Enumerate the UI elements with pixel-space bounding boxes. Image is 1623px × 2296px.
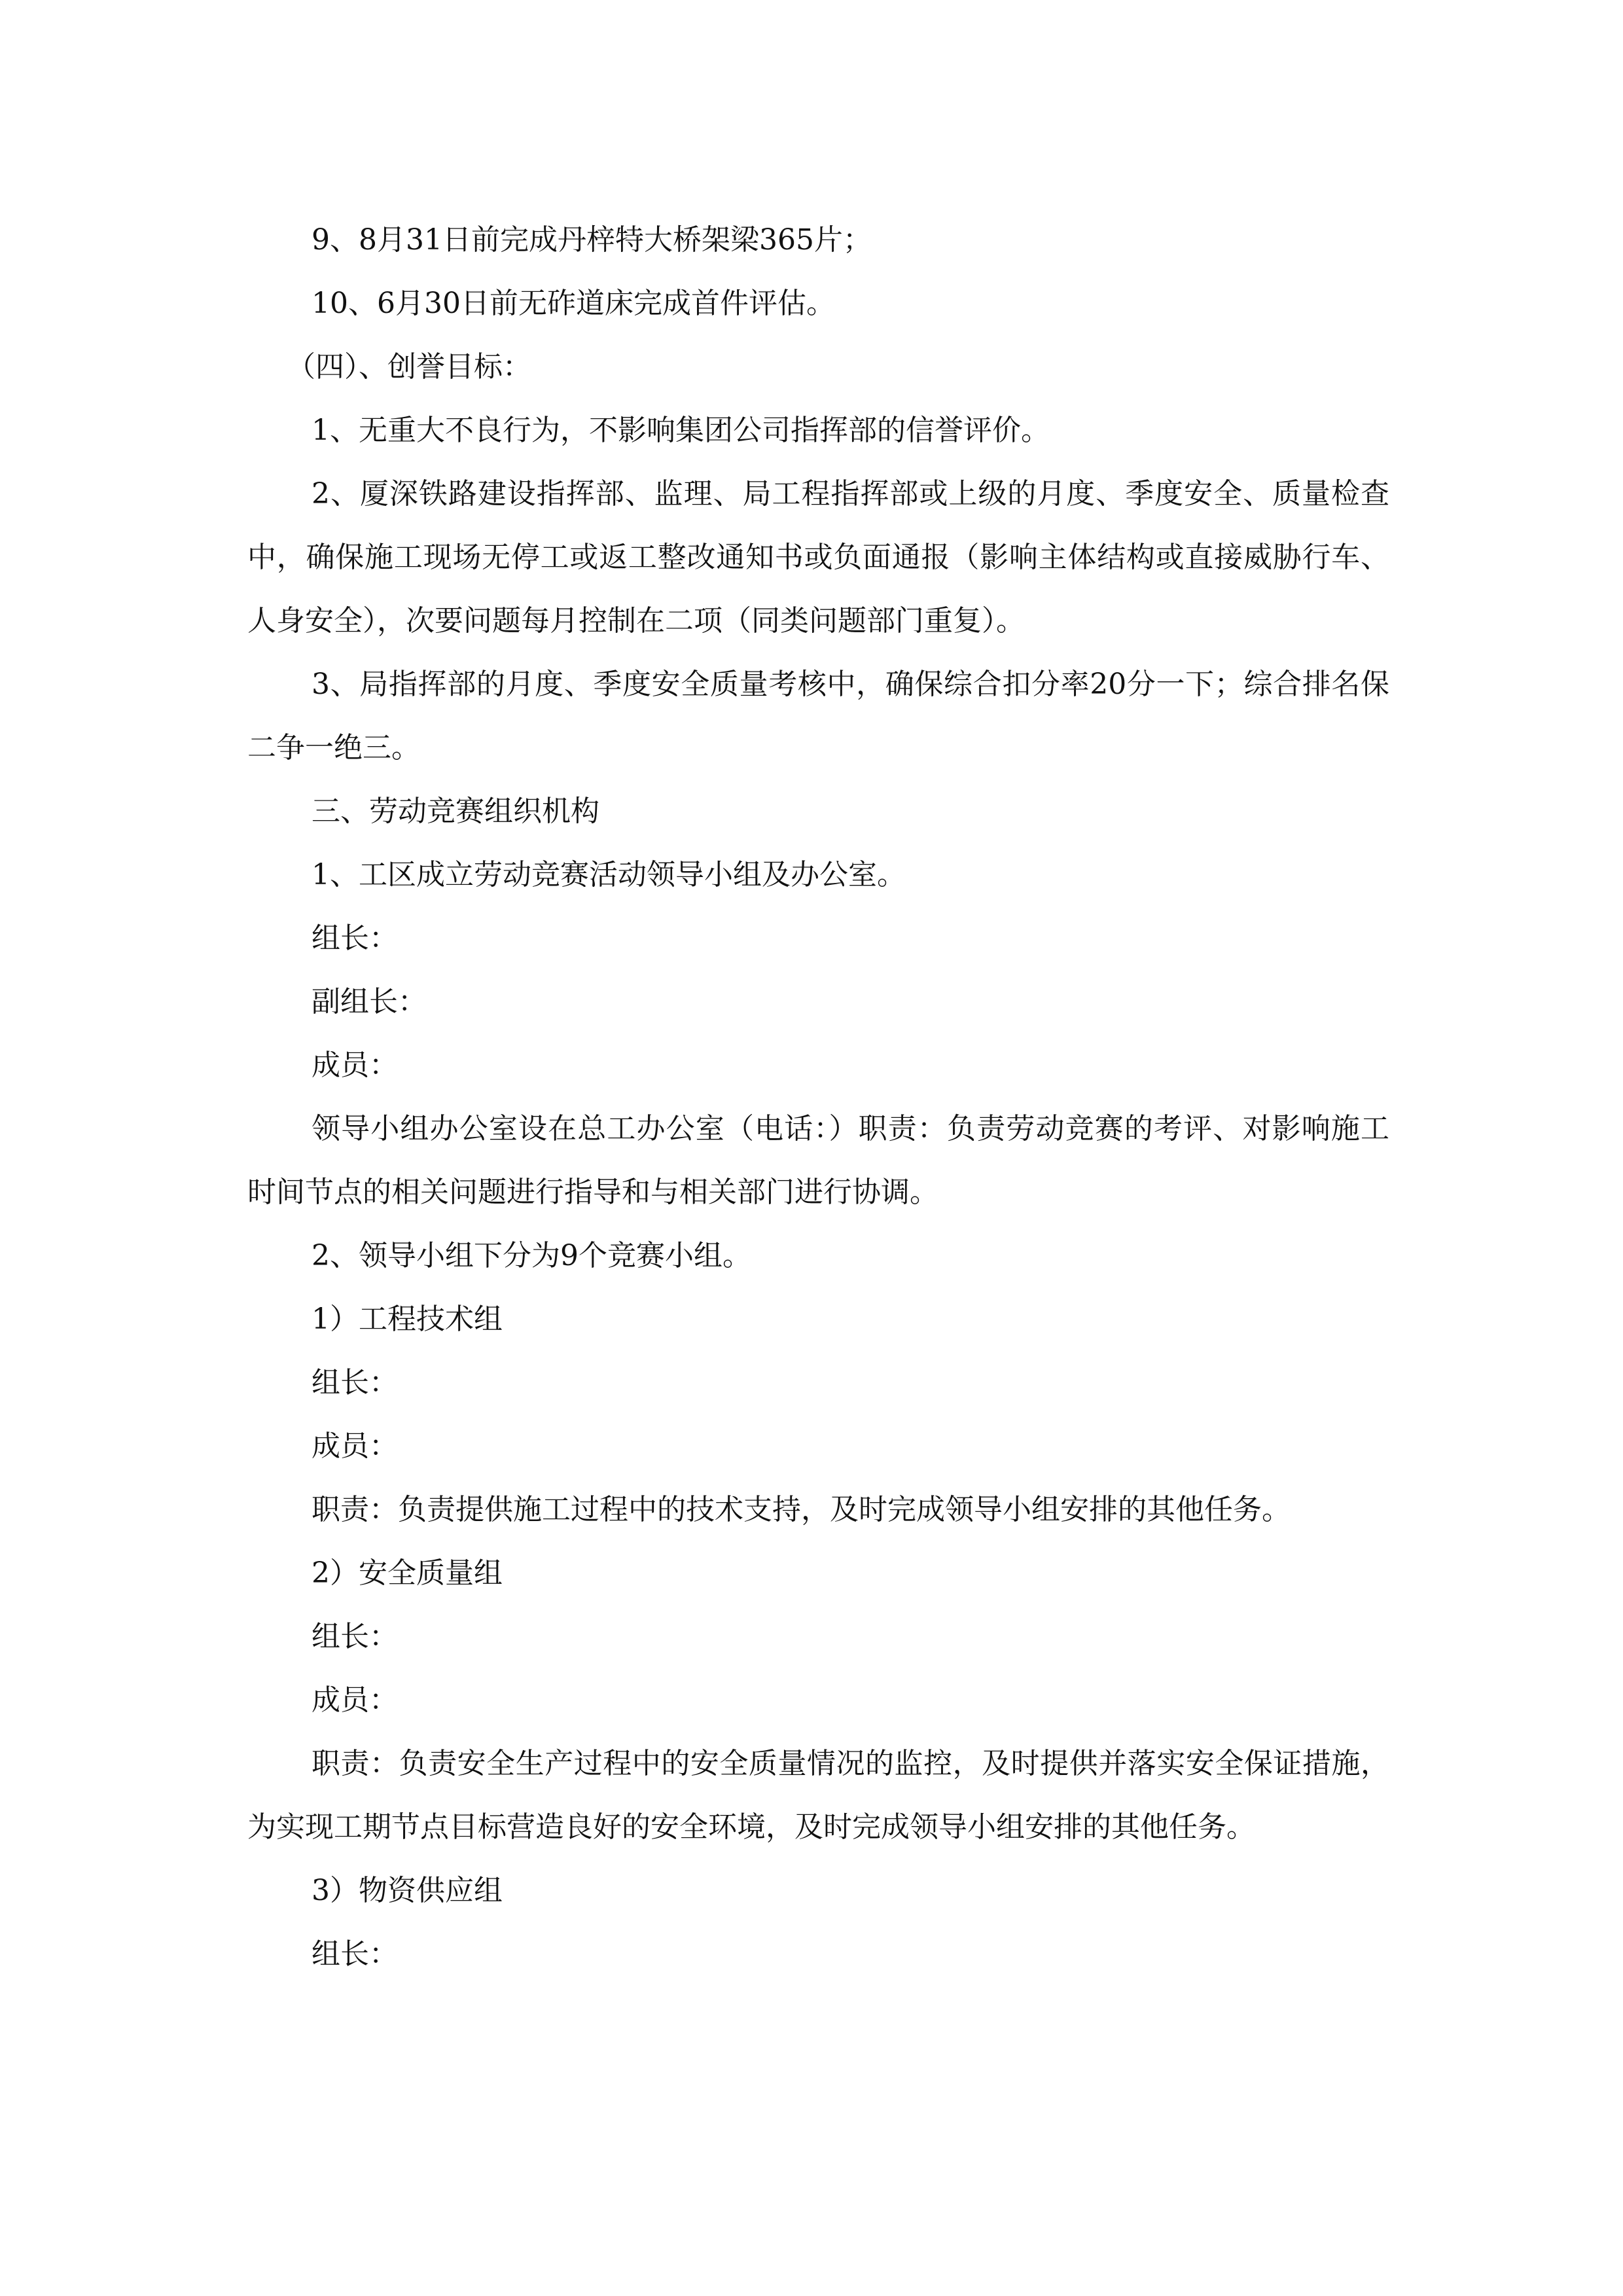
engineering-members-line: 成员： (312, 1429, 398, 1463)
office-duties-paragraph: 领导小组办公室设在总工办公室（电话：）职责：负责劳动竞赛的考评、对影响施工时间节点的相关问题进行指导和与相关部门进行协调。 (247, 1112, 1389, 1209)
safety-members-line: 成员： (312, 1683, 398, 1717)
leader-line: 组长： (312, 922, 398, 955)
paragraph-item-10: 10、6月30日前无砟道床完成首件评估。 (312, 287, 835, 320)
section-heading-organization: 三、劳动竞赛组织机构 (312, 795, 599, 828)
paragraph-org-1: 1、工区成立劳动竞赛活动领导小组及办公室。 (312, 858, 906, 891)
document-body (247, 208, 1389, 1986)
safety-leader-line: 组长： (312, 1620, 398, 1653)
paragraph-honor-2: 2、厦深铁路建设指挥部、监理、局工程指挥部或上级的月度、季度安全、质量检查中，确保施工现场无停工或返工整改通知书或负面通报（影响主体结构或直接威胁行车、人身安全），次要问题每月控制在二项（同类问题部门重复）。 (247, 477, 1389, 637)
deputy-leader-line: 副组长： (312, 985, 427, 1018)
group-heading-materials-supply: 3）物资供应组 (312, 1874, 503, 1907)
section-heading-honor-goals: （四）、创誉目标： (287, 350, 531, 384)
group-heading-safety-quality: 2）安全质量组 (312, 1556, 503, 1590)
engineering-duties: 职责：负责提供施工过程中的技术支持，及时完成领导小组安排的其他任务。 (312, 1493, 1291, 1526)
paragraph-item-9: 9、8月31日前完成丹梓特大桥架梁365片； (312, 223, 872, 257)
group-heading-engineering: 1）工程技术组 (312, 1302, 503, 1336)
paragraph-org-2: 2、领导小组下分为9个竞赛小组。 (312, 1239, 751, 1272)
members-line: 成员： (312, 1049, 398, 1082)
engineering-leader-line: 组长： (312, 1366, 398, 1399)
paragraph-honor-3: 3、局指挥部的月度、季度安全质量考核中，确保综合扣分率20分一下；综合排名保二争一绝三。 (247, 668, 1389, 764)
safety-duties: 职责：负责安全生产过程中的安全质量情况的监控，及时提供并落实安全保证措施，为实现工期节点目标营造良好的安全环境，及时完成领导小组安排的其他任务。 (247, 1747, 1389, 1844)
materials-leader-line: 组长： (312, 1937, 398, 1971)
paragraph-honor-1: 1、无重大不良行为，不影响集团公司指挥部的信誉评价。 (312, 414, 1050, 447)
